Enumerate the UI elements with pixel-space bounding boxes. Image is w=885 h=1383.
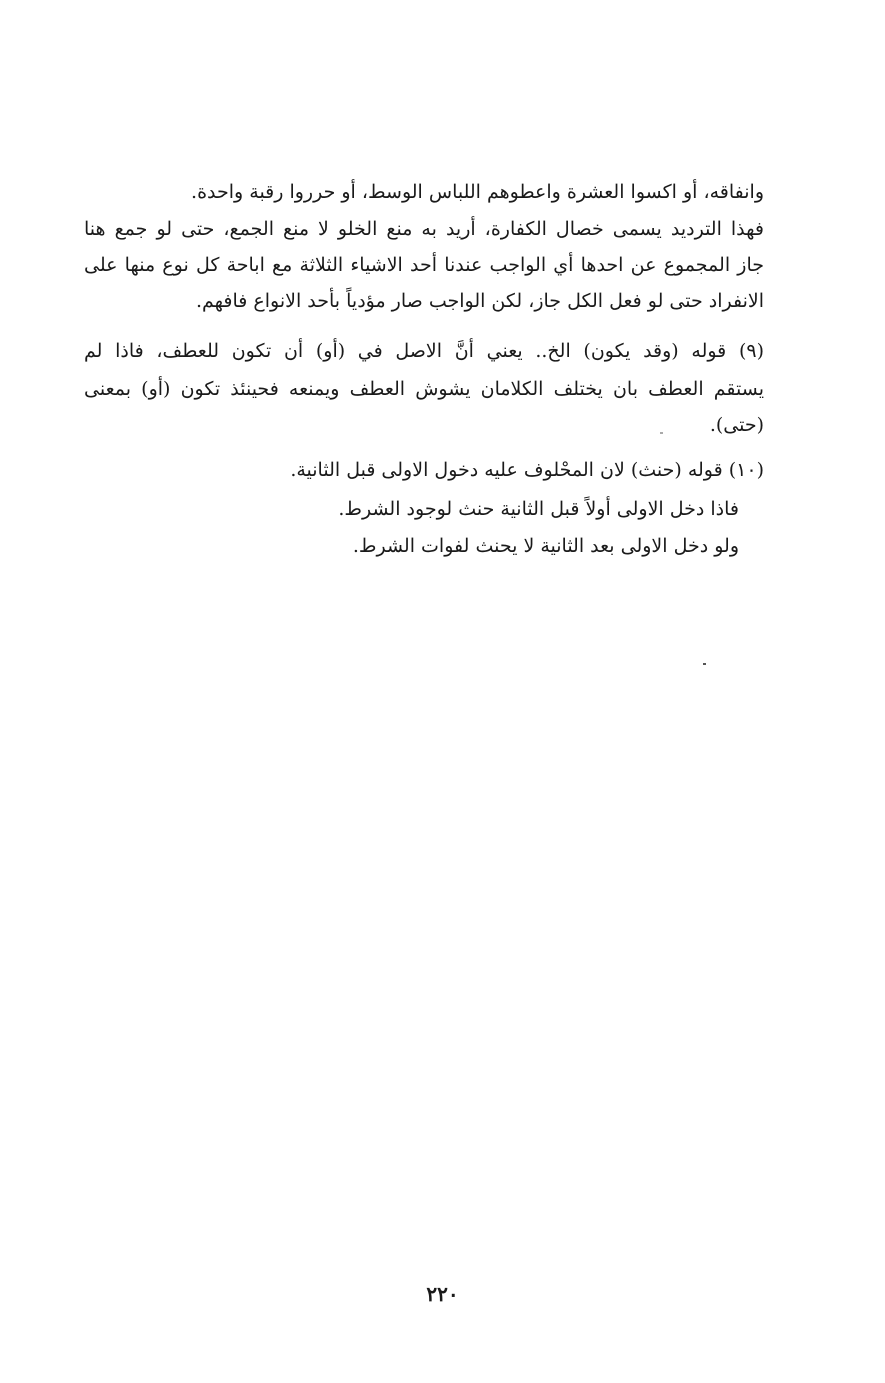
text-line: وانفاقه، أو اكسوا العشرة واعطوهم اللباس الوسط، أو حرروا رقبة واحدة.	[191, 181, 764, 203]
text-line: (٩) قوله (وقد يكون) الخ.. يعني أنَّ الاصل في (أو) أن تكون للعطف، فاذا لم	[84, 340, 764, 362]
text-line: جاز المجموع عن احدها أي الواجب عندنا أحد الاشياء الثلاثة مع اباحة كل نوع منها على	[84, 254, 764, 276]
text-line: فهذا الترديد يسمى خصال الكفارة، أريد به منع الخلو لا منع الجمع، حتى لو جمع هنا	[84, 218, 764, 240]
text-line: الانفراد حتى لو فعل الكل جاز، لكن الواجب صار مؤدياً بأحد الانواع فافهم.	[195, 290, 764, 312]
page-number: ٢٢٠	[426, 1282, 459, 1306]
text-line: ولو دخل الاولى بعد الثانية لا يحنث لفوات الشرط.	[352, 535, 739, 557]
scan-speck	[703, 663, 706, 665]
text-line: (١٠) قوله (حنث) لان المحْلوف عليه دخول الاولى قبل الثانية.	[290, 459, 764, 481]
text-line: فاذا دخل الاولى أولاً قبل الثانية حنث لوجود الشرط.	[338, 498, 739, 520]
text-line: يستقم العطف بان يختلف الكلامان يشوش العطف ويمنعه فحينئذ تكون (أو) بمعنى	[84, 378, 764, 400]
scan-speck	[660, 432, 663, 434]
text-line: (حتى).	[709, 414, 764, 436]
